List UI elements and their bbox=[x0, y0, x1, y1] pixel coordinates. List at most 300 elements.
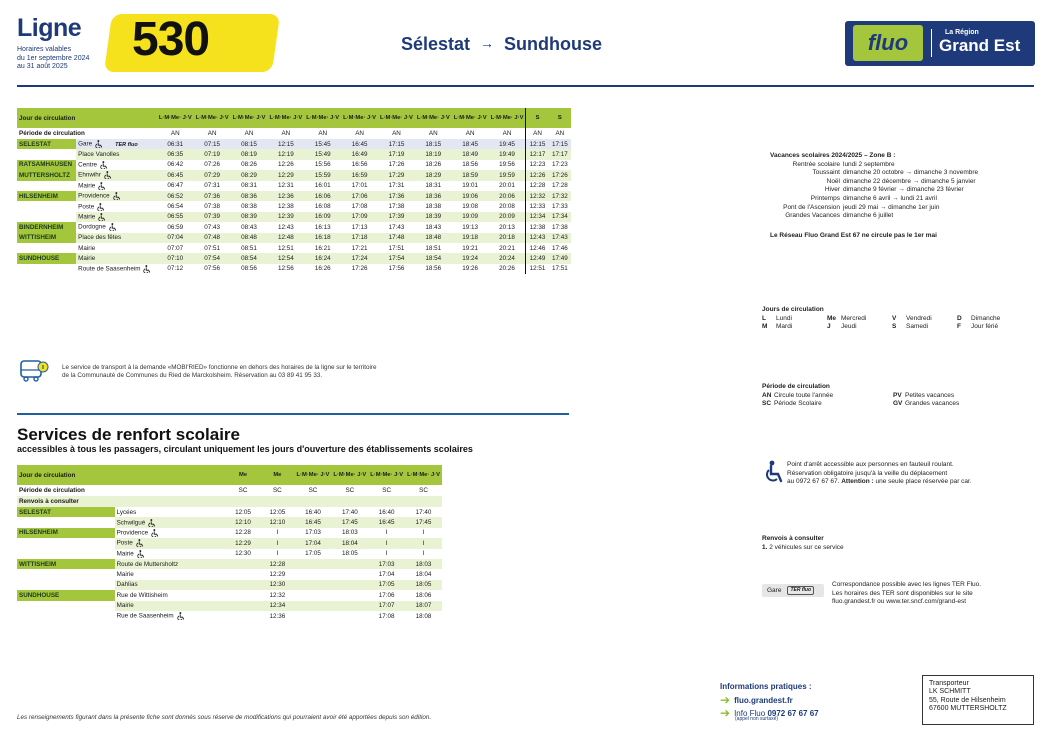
stop-cell bbox=[115, 549, 226, 559]
time-cell: 18:56 bbox=[425, 265, 442, 273]
vacances-item: Printemps dimanche 6 avril → lundi 21 avril bbox=[810, 194, 937, 202]
time-cell: 17:08 bbox=[378, 612, 395, 620]
table-row bbox=[17, 253, 571, 263]
day-header: L·M·Me· J·V bbox=[157, 108, 194, 128]
stop-cell bbox=[115, 528, 226, 538]
time-cell: 17:09 bbox=[341, 212, 378, 222]
day-header: L·M·Me· J·V bbox=[368, 465, 405, 485]
renvois-block: Renvois à consulter 1. 2 véhicules sur ce service bbox=[762, 535, 962, 552]
town-cell bbox=[17, 212, 76, 222]
period-cell: SC bbox=[272, 487, 282, 494]
legend-period-item: GV Grandes vacances bbox=[893, 400, 960, 408]
time-cell: 12:46 bbox=[529, 244, 546, 252]
stop-name: Dordogne bbox=[78, 223, 106, 231]
vacances-item: Noël dimanche 22 décembre → dimanche 5 janvier bbox=[826, 177, 976, 185]
grand-est-text: Grand Est bbox=[939, 36, 1021, 55]
stop-name: Mairie bbox=[78, 182, 96, 190]
time-cell: I bbox=[276, 529, 279, 537]
time-cell: 17:26 bbox=[388, 161, 405, 169]
periode-label: Période de circulation bbox=[19, 130, 85, 137]
time-cell: 08:54 bbox=[231, 253, 268, 263]
period-cell: AN bbox=[533, 130, 542, 137]
period-cell: SC bbox=[382, 487, 392, 494]
stop-cell bbox=[115, 611, 226, 621]
table-row bbox=[17, 559, 442, 569]
time-cell: 06:59 bbox=[167, 223, 184, 231]
town-cell bbox=[17, 601, 115, 611]
time-cell: 17:03 bbox=[305, 529, 321, 537]
period-cell: AN bbox=[170, 130, 180, 137]
time-cell: 07:04 bbox=[157, 233, 194, 243]
time-cell: 07:19 bbox=[194, 149, 231, 159]
wheelchair-icon bbox=[109, 223, 117, 231]
time-cell: 18:29 bbox=[415, 170, 452, 180]
transporteur-box: Transporteur LK SCHMITT 55, Route de Hilsenheim 67600 MUTTERSHOLTZ bbox=[922, 675, 1034, 725]
table-row bbox=[17, 580, 442, 590]
wheelchair-icon bbox=[98, 182, 106, 190]
time-cell: 17:49 bbox=[549, 253, 571, 263]
time-cell: 08:48 bbox=[231, 233, 268, 243]
stop-cell bbox=[115, 507, 226, 517]
wheelchair-icon bbox=[104, 171, 112, 179]
time-cell: 16:13 bbox=[314, 223, 331, 231]
time-cell: 07:43 bbox=[204, 223, 221, 231]
time-cell: 20:06 bbox=[489, 191, 526, 201]
time-cell: 18:48 bbox=[415, 233, 452, 243]
time-cell: 18:26 bbox=[425, 161, 442, 169]
day-header: L·M·Me· J·V bbox=[378, 108, 415, 128]
day-header: L·M·Me· J·V bbox=[452, 108, 489, 128]
time-cell bbox=[295, 590, 332, 600]
table-row bbox=[17, 569, 442, 579]
time-cell: 18:43 bbox=[425, 223, 442, 231]
time-cell: 12:10 bbox=[226, 517, 260, 527]
period-cell: AN bbox=[318, 130, 328, 137]
period-row bbox=[17, 485, 442, 496]
time-cell: 16:21 bbox=[314, 244, 331, 252]
renfort-title: Services de renfort scolaire bbox=[17, 425, 241, 444]
time-cell: 12:39 bbox=[267, 212, 304, 222]
period-cell: AN bbox=[428, 130, 438, 137]
time-cell: 17:46 bbox=[551, 244, 568, 252]
period-cell: AN bbox=[555, 130, 565, 137]
time-cell: 16:45 bbox=[368, 517, 405, 527]
time-cell: 17:45 bbox=[331, 517, 368, 527]
day-header: S bbox=[549, 108, 571, 128]
time-cell: 17:54 bbox=[378, 253, 415, 263]
wheelchair-icon bbox=[177, 612, 185, 620]
vacances-item: Pont de l'Ascension jeudi 29 mai → dimanche 1er juin bbox=[783, 203, 940, 211]
time-cell: I bbox=[368, 538, 405, 548]
time-cell: 12:54 bbox=[267, 253, 304, 263]
table-row bbox=[17, 601, 442, 611]
time-cell: 15:56 bbox=[314, 161, 331, 169]
time-cell: 08:36 bbox=[231, 191, 268, 201]
time-cell: 20:01 bbox=[489, 181, 526, 191]
time-cell: 06:55 bbox=[157, 212, 194, 222]
town-cell: SUNDHOUSE bbox=[17, 590, 115, 600]
time-cell: 12:48 bbox=[267, 233, 304, 243]
time-cell: 12:36 bbox=[269, 612, 286, 620]
time-cell: 18:31 bbox=[425, 182, 442, 190]
time-cell: 12:30 bbox=[260, 580, 294, 590]
time-cell: 17:04 bbox=[295, 538, 332, 548]
time-cell: 17:24 bbox=[341, 253, 378, 263]
time-cell: 12:32 bbox=[526, 191, 549, 201]
stop-cell bbox=[115, 559, 226, 569]
period-cell: SC bbox=[308, 487, 318, 494]
legend-day-item: M Mardi bbox=[762, 323, 793, 331]
time-cell: 18:49 bbox=[452, 149, 489, 159]
time-cell bbox=[226, 580, 260, 590]
time-cell: 17:51 bbox=[388, 244, 405, 252]
vacances-item: Toussaint dimanche 20 octobre → dimanche 3 novembre bbox=[812, 169, 979, 177]
time-cell: 17:34 bbox=[549, 212, 571, 222]
wheelchair-icon bbox=[148, 519, 156, 527]
website-link[interactable]: ➔ fluo.grandest.fr bbox=[720, 693, 793, 707]
time-cell: 17:05 bbox=[305, 550, 321, 558]
time-cell: 18:39 bbox=[415, 212, 452, 222]
table-row bbox=[17, 191, 571, 201]
time-cell: 17:08 bbox=[351, 203, 368, 211]
time-cell: 12:29 bbox=[269, 571, 286, 579]
time-cell: 17:36 bbox=[378, 191, 415, 201]
stop-name: Mairie bbox=[116, 550, 134, 558]
day-header: L·M·Me· J·V bbox=[304, 108, 341, 128]
renfort-timetable bbox=[17, 465, 442, 621]
stop-cell bbox=[76, 149, 157, 159]
vacances-item: Hiver dimanche 9 février → dimanche 23 février bbox=[824, 186, 964, 194]
fluo-grand-est-logo bbox=[845, 21, 1035, 66]
stop-cell bbox=[76, 160, 157, 170]
time-cell: 15:45 bbox=[304, 139, 341, 149]
town-cell bbox=[17, 569, 115, 579]
time-cell: 17:03 bbox=[368, 559, 405, 569]
time-cell: 12:26 bbox=[277, 161, 294, 169]
time-cell: 12:38 bbox=[277, 203, 294, 211]
time-cell: 12:34 bbox=[526, 212, 549, 222]
time-cell: 17:29 bbox=[378, 170, 415, 180]
day-header: L·M·Me· J·V bbox=[295, 465, 332, 485]
town-cell bbox=[17, 149, 76, 159]
time-cell: 19:56 bbox=[489, 160, 526, 170]
wheelchair-icon bbox=[98, 213, 106, 221]
table-row bbox=[17, 222, 571, 232]
info-fluo-phone[interactable]: ➔ Info Fluo 0972 67 67 67 bbox=[720, 706, 819, 720]
table-row bbox=[17, 181, 571, 191]
table-row bbox=[17, 160, 571, 170]
arrow-right-icon: ➔ bbox=[720, 706, 731, 720]
route-title bbox=[401, 34, 602, 55]
time-cell: 20:24 bbox=[489, 253, 526, 263]
wheelchair-icon bbox=[113, 192, 121, 200]
time-cell bbox=[295, 611, 332, 621]
main-timetable bbox=[17, 108, 571, 274]
time-cell: 12:28 bbox=[529, 182, 546, 190]
time-cell bbox=[331, 601, 368, 611]
stop-cell bbox=[76, 243, 157, 253]
gare-ter-badge: Gare TER fluo bbox=[762, 584, 824, 597]
period-cell: AN bbox=[355, 130, 364, 137]
stop-cell bbox=[115, 580, 226, 590]
ter-fluo-icon: TER fluo bbox=[115, 141, 138, 148]
time-cell: 17:19 bbox=[378, 149, 415, 159]
time-cell: 18:07 bbox=[405, 601, 442, 611]
wheelchair-icon bbox=[137, 550, 145, 558]
stop-cell bbox=[76, 233, 157, 243]
table-row bbox=[17, 517, 442, 527]
time-cell: 16:01 bbox=[314, 182, 331, 190]
day-header: L·M·Me· J·V bbox=[267, 108, 304, 128]
time-cell: 12:49 bbox=[526, 253, 549, 263]
time-cell: 17:48 bbox=[378, 233, 415, 243]
town-cell: SELESTAT bbox=[17, 507, 115, 517]
legend-day-item: S Samedi bbox=[892, 323, 929, 331]
vacances-block bbox=[770, 152, 1040, 240]
town-cell: MUTTERSHOLTZ bbox=[17, 170, 76, 180]
time-cell: 17:15 bbox=[549, 139, 571, 149]
time-cell: 18:51 bbox=[425, 244, 442, 252]
time-cell: 08:26 bbox=[241, 161, 257, 169]
time-cell: 06:31 bbox=[157, 139, 194, 149]
table-row bbox=[17, 528, 442, 538]
stop-name: Gare bbox=[78, 140, 93, 148]
day-header: L·M·Me· J·V bbox=[415, 108, 452, 128]
time-cell: 12:33 bbox=[529, 203, 546, 211]
renfort-subtitle: accessibles à tous les passagers, circulant uniquement les jours d'ouverture des établissements scolaires bbox=[17, 444, 473, 454]
time-cell: 12:30 bbox=[235, 550, 251, 558]
time-cell: 15:59 bbox=[304, 170, 341, 180]
time-cell: 07:38 bbox=[204, 203, 221, 211]
time-cell bbox=[226, 601, 260, 611]
town-cell: SELESTAT bbox=[17, 139, 76, 149]
legend-period-item: AN Circule toute l'année bbox=[762, 391, 834, 399]
town-cell: HILSENHEIM bbox=[17, 528, 115, 538]
time-cell: 17:05 bbox=[368, 580, 405, 590]
legend-day-item: F Jour férié bbox=[957, 323, 999, 331]
time-cell: 17:21 bbox=[351, 244, 368, 252]
disclaimer: Les renseignements figurant dans la présente fiche sont donnés sous réserve de modifications qui pourraient avoir été apportées depuis son édition. bbox=[17, 714, 432, 721]
time-cell: 12:23 bbox=[529, 161, 546, 169]
time-cell: 12:05 bbox=[269, 508, 286, 516]
town-cell bbox=[17, 243, 76, 253]
time-cell: 16:49 bbox=[341, 149, 378, 159]
time-cell: 12:36 bbox=[267, 191, 304, 201]
time-cell bbox=[331, 611, 368, 621]
stop-cell bbox=[115, 569, 226, 579]
time-cell: 08:43 bbox=[241, 223, 257, 231]
time-cell: 18:19 bbox=[415, 149, 452, 159]
town-cell bbox=[17, 181, 76, 191]
time-cell: 17:39 bbox=[378, 212, 415, 222]
time-cell: 16:09 bbox=[304, 212, 341, 222]
wheelchair-icon bbox=[136, 539, 144, 547]
time-cell: 12:43 bbox=[277, 223, 294, 231]
period-cell: AN bbox=[465, 130, 475, 137]
time-cell: 17:06 bbox=[378, 591, 395, 599]
time-cell: 18:54 bbox=[415, 253, 452, 263]
time-cell: 07:26 bbox=[204, 161, 221, 169]
time-cell: 17:07 bbox=[368, 601, 405, 611]
stop-name: Rue de Wittisheim bbox=[116, 591, 168, 599]
time-cell: 12:10 bbox=[260, 517, 294, 527]
time-cell: 17:43 bbox=[388, 223, 405, 231]
legend-periods-title: Période de circulation bbox=[762, 383, 830, 390]
time-cell: 12:56 bbox=[277, 265, 294, 273]
table-row bbox=[17, 149, 571, 159]
renvois-title: Renvois à consulter bbox=[762, 535, 824, 542]
period-cell: AN bbox=[392, 130, 401, 137]
time-cell: 12:15 bbox=[267, 139, 304, 149]
stop-name: Mairie bbox=[78, 244, 96, 252]
stop-name: Mairie bbox=[78, 213, 96, 221]
time-cell: 19:09 bbox=[452, 212, 489, 222]
time-cell: 12:15 bbox=[526, 139, 549, 149]
period-cell: AN bbox=[244, 130, 254, 137]
header-row bbox=[17, 465, 442, 485]
header-row bbox=[17, 108, 571, 128]
time-cell: 18:15 bbox=[415, 139, 452, 149]
time-cell: 17:01 bbox=[351, 182, 368, 190]
time-cell: 19:01 bbox=[462, 182, 479, 190]
legend-period-item: PV Petites vacances bbox=[893, 391, 955, 399]
town-cell: WITTISHEIM bbox=[17, 559, 115, 569]
time-cell: 16:08 bbox=[314, 203, 331, 211]
stop-cell bbox=[76, 264, 157, 274]
time-cell: 19:18 bbox=[452, 233, 489, 243]
time-cell: 16:06 bbox=[304, 191, 341, 201]
section-divider bbox=[17, 413, 569, 415]
time-cell: 07:29 bbox=[194, 170, 231, 180]
time-cell: 16:40 bbox=[378, 508, 395, 516]
fluo-logo: fluo bbox=[853, 25, 923, 61]
time-cell: 17:15 bbox=[378, 139, 415, 149]
time-cell: 12:28 bbox=[235, 529, 251, 537]
wheelchair-icon bbox=[100, 161, 108, 169]
time-cell: 08:31 bbox=[241, 182, 257, 190]
time-cell bbox=[331, 559, 368, 569]
time-cell: 17:26 bbox=[351, 265, 368, 273]
stop-name: Route de Muttersholtz bbox=[116, 560, 179, 568]
mobiried-text: Le service de transport à la demande «MOBI'RIED» fonctionne en dehors des horaires de la ligne sur le territoire de la Communauté de Communes du Ried de Marckolsheim. Réservation au 03 89 41 95 33. bbox=[62, 364, 377, 379]
ligne-label: Ligne bbox=[17, 14, 82, 42]
time-cell: 17:43 bbox=[549, 233, 571, 243]
time-cell: I bbox=[385, 550, 388, 558]
correspondance-text: Correspondance possible avec les lignes TER Fluo. Les horaires des TER sont disponibles sur le site fluo.grandest.fr ou www.ter.sncf.com/grand-est bbox=[832, 581, 982, 606]
time-cell: 08:51 bbox=[241, 244, 257, 252]
time-cell: 06:47 bbox=[167, 182, 184, 190]
time-cell: 16:45 bbox=[341, 139, 378, 149]
stop-cell bbox=[115, 590, 226, 600]
access-note: Point d'arrêt accessible aux personnes en fauteuil roulant. Réservation obligatoire jusqu'à la veille du déplacement au 0972 67 67 67. Attention : une seule place réservée par car. bbox=[787, 461, 972, 486]
town-cell: SUNDHOUSE bbox=[17, 253, 76, 263]
time-cell: 16:59 bbox=[341, 170, 378, 180]
town-cell: WITTISHEIM bbox=[17, 233, 76, 243]
time-cell bbox=[331, 590, 368, 600]
town-cell: RATSAMHAUSEN bbox=[17, 160, 76, 170]
time-cell: 16:45 bbox=[295, 517, 332, 527]
time-cell: 18:03 bbox=[405, 559, 442, 569]
legend-day-item: D Dimanche bbox=[957, 314, 1001, 322]
periode-label: Période de circulation bbox=[19, 487, 85, 494]
time-cell: 19:59 bbox=[489, 170, 526, 180]
time-cell: 16:56 bbox=[351, 161, 368, 169]
jour-label: Jour de circulation bbox=[17, 465, 226, 485]
time-cell: 20:09 bbox=[489, 212, 526, 222]
time-cell: 12:28 bbox=[260, 559, 294, 569]
table-row bbox=[17, 139, 571, 149]
time-cell bbox=[295, 580, 332, 590]
table-row bbox=[17, 507, 442, 517]
time-cell: 07:54 bbox=[194, 253, 231, 263]
time-cell: 19:45 bbox=[489, 139, 526, 149]
time-cell: I bbox=[422, 529, 425, 537]
time-cell: 12:51 bbox=[277, 244, 294, 252]
time-cell: 19:21 bbox=[462, 244, 479, 252]
stop-cell bbox=[76, 253, 157, 263]
stop-name: Mairie bbox=[116, 571, 134, 579]
legend-day-item: L Lundi bbox=[762, 314, 792, 322]
vacances-note: Le Réseau Fluo Grand Est 67 ne circule pas le 1er mai bbox=[770, 231, 937, 239]
time-cell: 12:17 bbox=[526, 149, 549, 159]
legend-day-item: V Vendredi bbox=[892, 314, 932, 322]
legend-day-item: Me Mercredi bbox=[827, 314, 867, 322]
town-cell bbox=[17, 611, 115, 621]
day-header: L·M·Me· J·V bbox=[194, 108, 231, 128]
period-cell: AN bbox=[489, 128, 526, 139]
stop-name: Dahlias bbox=[116, 581, 138, 589]
table-row bbox=[17, 549, 442, 559]
stop-name: Rue de Saasenheim bbox=[116, 612, 174, 620]
bus-on-demand-icon bbox=[18, 358, 50, 384]
time-cell: 18:45 bbox=[452, 139, 489, 149]
time-cell: 07:39 bbox=[194, 212, 231, 222]
ter-fluo-icon: TER fluo bbox=[787, 586, 814, 595]
time-cell: 19:49 bbox=[489, 149, 526, 159]
time-cell: 18:03 bbox=[341, 529, 358, 537]
time-cell bbox=[295, 559, 332, 569]
time-cell: 08:38 bbox=[241, 203, 257, 211]
time-cell: 18:59 bbox=[452, 170, 489, 180]
time-cell: 17:23 bbox=[551, 161, 568, 169]
time-cell: 12:51 bbox=[529, 265, 546, 273]
time-cell: 18:38 bbox=[425, 203, 442, 211]
time-cell: 12:05 bbox=[235, 508, 251, 516]
town-cell bbox=[17, 538, 115, 548]
destination: Sundhouse bbox=[504, 34, 603, 54]
table-row bbox=[17, 170, 571, 180]
stop-cell bbox=[76, 170, 157, 180]
time-cell: 18:36 bbox=[415, 191, 452, 201]
day-header: Me bbox=[260, 465, 294, 485]
table-row bbox=[17, 212, 571, 222]
time-cell bbox=[331, 569, 368, 579]
time-cell: 17:18 bbox=[341, 233, 378, 243]
time-cell: 06:35 bbox=[157, 149, 194, 159]
time-cell: 18:06 bbox=[415, 591, 432, 599]
legend-day-item: J Jeudi bbox=[827, 323, 857, 331]
origin: Sélestat bbox=[401, 34, 471, 54]
stop-name: Poste bbox=[116, 540, 133, 548]
time-cell bbox=[226, 611, 260, 621]
period-cell: AN bbox=[281, 130, 291, 137]
time-cell: 06:45 bbox=[157, 170, 194, 180]
town-cell bbox=[17, 517, 115, 527]
vacances-item: Rentrée scolaire lundi 2 septembre bbox=[792, 160, 895, 168]
day-header: L·M·Me· J·V bbox=[331, 465, 368, 485]
time-cell: 07:07 bbox=[167, 244, 184, 252]
time-cell: 12:31 bbox=[277, 182, 294, 190]
